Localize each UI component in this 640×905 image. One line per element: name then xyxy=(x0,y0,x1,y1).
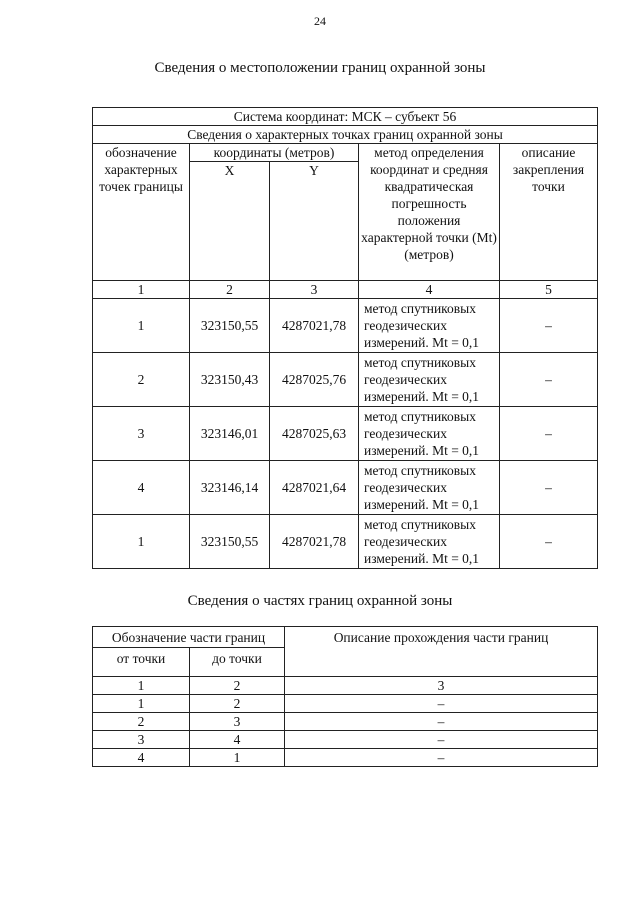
column-number: 2 xyxy=(190,677,285,695)
description-cell: – xyxy=(500,461,598,515)
from-cell: 2 xyxy=(93,713,190,731)
part-description-cell: – xyxy=(285,713,598,731)
y-cell: 4287021,78 xyxy=(270,299,359,353)
table-row xyxy=(93,713,598,731)
header-description: описание закрепления точки xyxy=(500,144,598,281)
column-number: 3 xyxy=(270,281,359,299)
point-cell: 1 xyxy=(93,515,190,569)
header-y: Y xyxy=(270,162,359,281)
point-cell: 3 xyxy=(93,407,190,461)
from-cell: 3 xyxy=(93,731,190,749)
x-cell: 323146,14 xyxy=(190,461,270,515)
boundary-parts-table xyxy=(92,626,598,767)
header-coordinates: координаты (метров) xyxy=(190,144,359,162)
table-row xyxy=(93,353,598,407)
method-cell: метод спутниковых геодезических измерений. Mt = 0,1 xyxy=(359,353,500,407)
table-row xyxy=(93,731,598,749)
y-cell: 4287021,64 xyxy=(270,461,359,515)
method-cell: метод спутниковых геодезических измерений. Mt = 0,1 xyxy=(359,299,500,353)
part-description-cell: – xyxy=(285,731,598,749)
column-number: 2 xyxy=(190,281,270,299)
table-row xyxy=(93,695,598,713)
y-cell: 4287025,76 xyxy=(270,353,359,407)
header-method: метод определения координат и средняя квадратическая погрешность положения характерной точки (Mt) (метров) xyxy=(359,144,500,281)
column-number: 1 xyxy=(93,677,190,695)
column-number: 4 xyxy=(359,281,500,299)
table-row xyxy=(93,461,598,515)
header-to-point: до точки xyxy=(190,648,285,677)
to-cell: 4 xyxy=(190,731,285,749)
description-cell: – xyxy=(500,515,598,569)
description-cell: – xyxy=(500,299,598,353)
table-caption-cell: Сведения о характерных точках границ охранной зоны xyxy=(93,126,598,144)
header-part-description: Описание прохождения части границ xyxy=(285,627,598,677)
from-cell: 1 xyxy=(93,695,190,713)
header-point-designation: обозначение характерных точек границы xyxy=(93,144,190,281)
from-cell: 4 xyxy=(93,749,190,767)
y-cell: 4287025,63 xyxy=(270,407,359,461)
x-cell: 323150,55 xyxy=(190,299,270,353)
to-cell: 3 xyxy=(190,713,285,731)
description-cell: – xyxy=(500,407,598,461)
table-row xyxy=(93,299,598,353)
column-number: 1 xyxy=(93,281,190,299)
header-part-designation: Обозначение части границ xyxy=(93,627,285,648)
page-number: 24 xyxy=(314,14,326,28)
coordinate-system-cell: Система координат: МСК – субъект 56 xyxy=(93,108,598,126)
table-row xyxy=(93,407,598,461)
y-cell: 4287021,78 xyxy=(270,515,359,569)
column-number: 5 xyxy=(500,281,598,299)
part-description-cell: – xyxy=(285,749,598,767)
section-title-boundary-parts: Сведения о частях границ охранной зоны xyxy=(187,593,453,609)
to-cell: 2 xyxy=(190,695,285,713)
point-cell: 2 xyxy=(93,353,190,407)
column-number: 3 xyxy=(285,677,598,695)
part-description-cell: – xyxy=(285,695,598,713)
method-cell: метод спутниковых геодезических измерений. Mt = 0,1 xyxy=(359,515,500,569)
point-cell: 1 xyxy=(93,299,190,353)
x-cell: 323146,01 xyxy=(190,407,270,461)
x-cell: 323150,43 xyxy=(190,353,270,407)
to-cell: 1 xyxy=(190,749,285,767)
header-x: X xyxy=(190,162,270,281)
table-row xyxy=(93,749,598,767)
boundary-points-table xyxy=(92,107,598,569)
section-title-boundaries: Сведения о местоположении границ охранной зоны xyxy=(154,60,486,76)
method-cell: метод спутниковых геодезических измерений. Mt = 0,1 xyxy=(359,407,500,461)
point-cell: 4 xyxy=(93,461,190,515)
table-row xyxy=(93,515,598,569)
header-from-point: от точки xyxy=(93,648,190,677)
method-cell: метод спутниковых геодезических измерений. Mt = 0,1 xyxy=(359,461,500,515)
description-cell: – xyxy=(500,353,598,407)
x-cell: 323150,55 xyxy=(190,515,270,569)
